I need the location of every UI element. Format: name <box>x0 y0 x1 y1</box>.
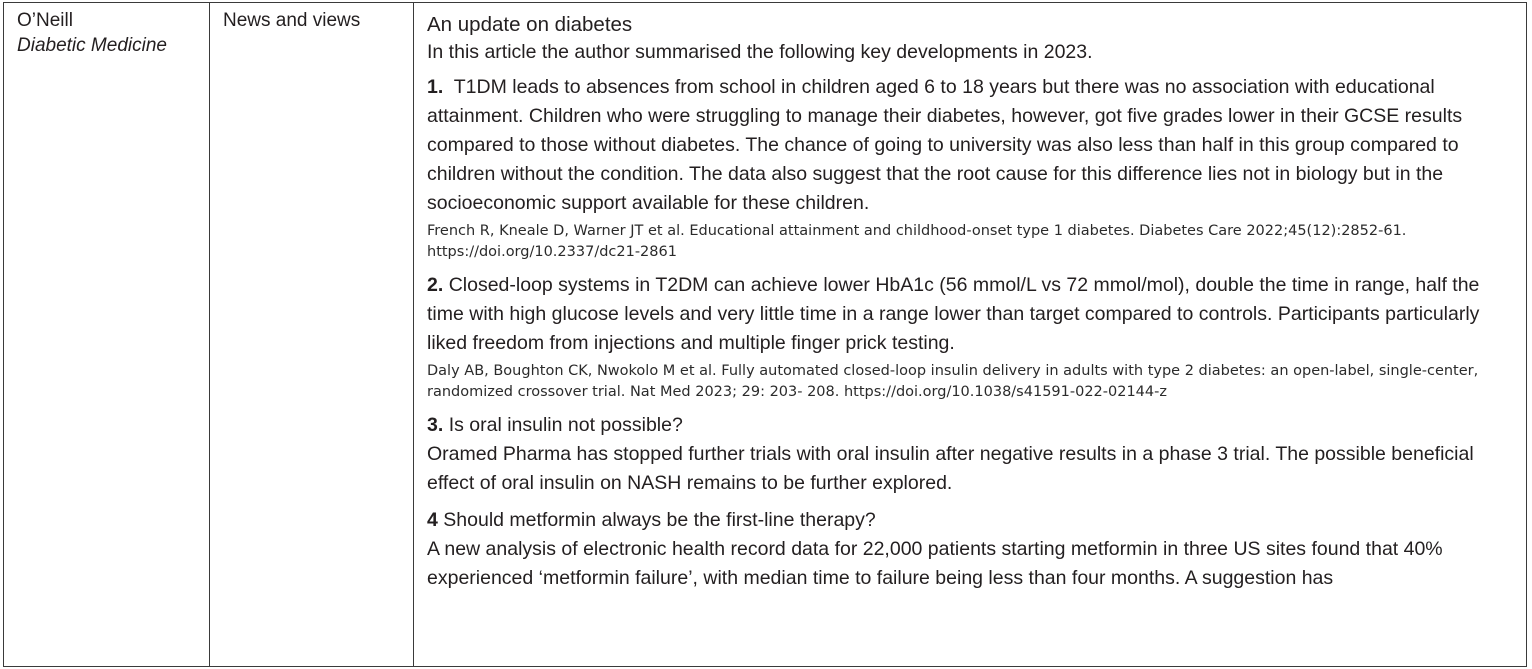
item-number: 4 <box>427 509 438 531</box>
article-type: News and views <box>223 10 361 31</box>
development-item-1 <box>427 73 1514 263</box>
development-item-3 <box>427 411 1514 498</box>
item-body <box>427 271 1514 358</box>
item-text: T1DM leads to absences from school in children aged 6 to 18 years but there was no association with educational attainment. Children who were struggling to manage their diabetes, however, got five grades lower in their GCSE results compared to those without diabetes. The chance of going to university was also less than half in this group compared to children without the condition. The data also suggest that the root cause for this difference lies not in biology but in the socioeconomic support available for these children. <box>427 76 1463 214</box>
item-heading-line <box>427 506 1514 535</box>
item-heading-line <box>427 411 1514 440</box>
item-body <box>427 73 1514 218</box>
summary-cell <box>414 3 1526 666</box>
article-intro: In this article the author summarised the following key developments in 2023. <box>427 41 1093 63</box>
journal-name: Diabetic Medicine <box>17 35 167 56</box>
author-name: O’Neill <box>17 10 73 31</box>
item-reference: Daly AB, Boughton CK, Nwokolo M et al. Fully automated closed-loop insulin delivery in adults with type 2 diabetes: an open-label, single-center, randomized crossover trial. Nat Med 2023; 29: 203- 208. https://doi.org/10.1038/s41591-022-02144-z <box>427 363 1479 400</box>
item-number: 2. <box>427 274 444 296</box>
author-cell <box>4 3 210 666</box>
article-type-cell <box>210 3 414 666</box>
development-item-2 <box>427 271 1514 403</box>
article-title: An update on diabetes <box>427 13 633 36</box>
item-number: 3. <box>427 414 444 436</box>
development-item-4 <box>427 506 1514 593</box>
item-text: Closed-loop systems in T2DM can achieve lower HbA1c (56 mmol/L vs 72 mmol/mol), double the time in range, half the time with high glucose levels and very little time in a range lower than target compared to controls. Participants particularly liked freedom from injections and multiple finger prick testing. <box>427 274 1480 354</box>
item-heading: Should metformin always be the first-line therapy? <box>443 509 876 531</box>
item-heading: Is oral insulin not possible? <box>448 414 683 436</box>
item-reference: French R, Kneale D, Warner JT et al. Educational attainment and childhood-onset type 1 diabetes. Diabetes Care 2022;45(12):2852-61. https://doi.org/10.2337/dc21-2861 <box>427 223 1407 260</box>
item-number: 1. <box>427 76 444 98</box>
item-text: A new analysis of electronic health record data for 22,000 patients starting metformin in three US sites found that 40% experienced ‘metformin failure’, with median time to failure being less than four months. A suggestion has <box>427 538 1443 589</box>
item-text: Oramed Pharma has stopped further trials with oral insulin after negative results in a phase 3 trial. The possible beneficial effect of oral insulin on NASH remains to be further explored. <box>427 443 1474 494</box>
summary-table-row <box>3 2 1527 667</box>
